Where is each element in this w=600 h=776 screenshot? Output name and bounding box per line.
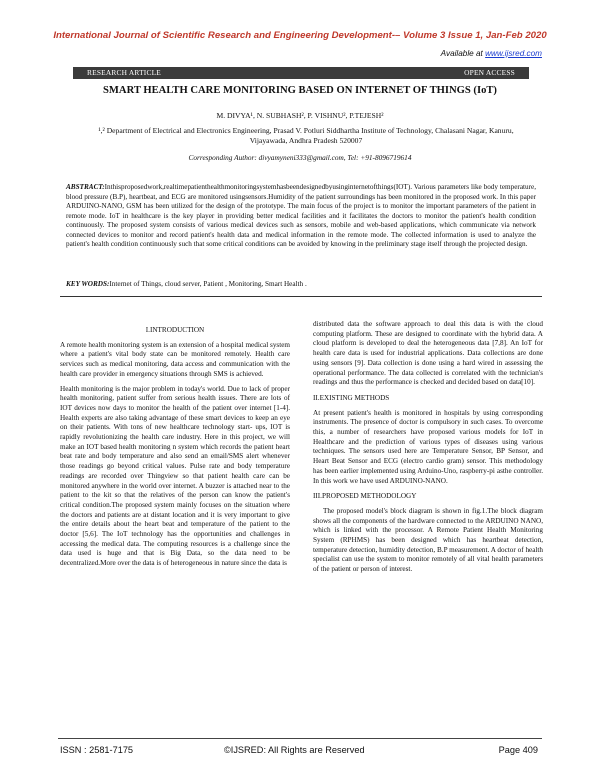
journal-header: International Journal of Scientific Research and Engineering Development-– Volume 3 Issue 1, Jan-Feb 2020 [53, 30, 547, 41]
existing-methods-heading: II.EXISTING METHODS [313, 393, 390, 402]
section-divider [60, 296, 542, 297]
availability-line [441, 49, 542, 58]
intro-paragraph-1: A remote health monitoring system is an extension of a hospital medical system where a patient's vital body state can be monitored remotely. Health care services such as medical monitoring, data access and communication with the health care provider in emergency situations through SMS is achieved. [60, 340, 290, 378]
footer-issn: ISSN : 2581-7175 [60, 745, 134, 755]
keywords [66, 280, 536, 290]
footer-divider [58, 738, 542, 739]
abstract-text: Inthisproposedwork,realtimepatienthealthmonitoringsystemhasbeendesignedbyusinginternetofthings(IOT). Various parameters like body temperature, blood pressure (B.P), heartbeat, and ECG are monitored usingsensors.Humidity of the patient surroundings has been monitored in the proposed work. In this paper ARDUINO-NANO, GSM has been utilized for the design of the prototype. The main focus of the project is to monitor the important parameters of the patient in remote mode. IoT in healthcare is the key player in providing better medical facilities and it facilitates the doctors to monitor the patient's health condition continuously. The proposed system consists of various medical devices such as sensors, mobile and web-based applications, which communicate via network connected devices to monitor and record patient's health data and medical information in the remote mode. The collected information is used to analyze the patient's health condition continuously such that some critical conditions can be avoided by knowing in the preliminary stage itself through the projected design. [66, 183, 536, 248]
author-affiliation: ¹,² Department of Electrical and Electronics Engineering, Prasad V. Potluri Siddhartha Institute of Technology, Chalasani Nagar, Kanuru, Vijayawada, Andhra Pradesh 520007 [98, 126, 514, 145]
research-article-label: RESEARCH ARTICLE [87, 68, 161, 77]
keywords-text: Internet of Things, cloud server, Patient , Monitoring, Smart Health . [109, 280, 307, 288]
article-type-bar [73, 67, 529, 79]
left-column [60, 322, 290, 574]
intro-paragraph-2: Health monitoring is the major problem in today's world. Due to lack of proper health monitoring, patient suffer from serious health issues. There are lots of IOT devices now days to monitor the health of the patient over internet [1-4]. Health experts are also taking advantage of these smart devices to keep an eye on their patients. With tons of new healthcare technology start- ups, IOT is rapidly revolutionizing the health care industry. Here in this project, we will make an IOT based health monitoring n system which records the patient heart beat rate and body temperature and also send an email/SMS alert whenever those readings go beyond critical values. Pulse rate and body temperature readings are recorded over Thingview so that patient health care can be monitored anywhere in the world over internet. A buzzer is attached near to the patient to the kit so that the relatives of the person can know the patient's critical condition.The proposed system mainly focuses on the situation where the doctors and patients are at distant location and it is very important to give the entire details about the heart beat and temperature of the patient to the doctor [5,6]. The IoT technology has the opportunities and challenges in accessing the medical data. The computing resources is a challenge since the data used is huge and that is Big Data, so the data need to be decentralized.More over the data is of heterogeneous in nature since the data is [60, 384, 290, 568]
introduction-heading: I.INTRODUCTION [145, 326, 205, 334]
existing-methods-paragraph: At present patient's health is monitored in hospitals by using corresponding instruments. The presence of doctor is compulsory in such cases. To overcome this, a number of researchers have proposed various models for IoT in Healthcare and the prediction of various types of diseases using various techniques. The sensors used here are Temperature Sensor, BP Sensor, and Heart Beat Sensor and ECG (electro cardio gram) sensor. This methodology has been earlier implemented using Arduino-Uno, raspberry-pi asthe controller. In this work we have used ARDUINO-NANO. [313, 408, 543, 485]
keywords-label: KEY WORDS: [66, 280, 110, 288]
intro-paragraph-3: distributed data the software approach to deal this data is with the cloud computing platform. These are designed to coordinate with the hybrid data. A cloud platform is developed to deal the heterogeneous data [7,8]. An IoT for health care data is used for industrial applications. Data collections are done using sensors [9]. Data collection is done using a hard wired in assessing the operational performance. The data collected is correlated with the technician's readings and thus the performance is checked and decided based on data[10]. [313, 320, 543, 387]
journal-url-link[interactable]: www.ijsred.com [485, 49, 542, 58]
abstract [66, 183, 536, 250]
proposed-methodology-paragraph: The proposed model's block diagram is shown in fig.1.The block diagram shows all the components of the hardware connected to the ARDUINO NANO, which is linked with the processor. A Remote Patient Health Monitoring System (RPHMS) has been designed which has heartbeat detection, temperature detection, humidity detection, B.P measurement. A doctor of health specialist can use the system to monitor remotely of all vital health parameters of the patient or person of interest. [313, 506, 543, 574]
paper-title: SMART HEALTH CARE MONITORING BASED ON INTERNET OF THINGS (IoT) [103, 85, 497, 96]
footer-page-number: Page 409 [498, 745, 538, 755]
right-column [313, 320, 543, 580]
corresponding-author: Corresponding Author: divyamyneni333@gmail.com, Tel: +91-8096719614 [188, 153, 412, 162]
proposed-methodology-heading: III.PROPOSED METHODOLOGY [313, 492, 417, 501]
footer-copyright: ©IJSRED: All Rights are Reserved [224, 745, 365, 755]
abstract-label: ABSTRACT: [66, 183, 105, 191]
open-access-label: OPEN ACCESS [464, 68, 515, 77]
paper-authors: M. DIVYA¹, N. SUBHASH², P. VISHNU², P.TEJESH² [216, 111, 384, 120]
available-at-label: Available at [440, 49, 486, 58]
